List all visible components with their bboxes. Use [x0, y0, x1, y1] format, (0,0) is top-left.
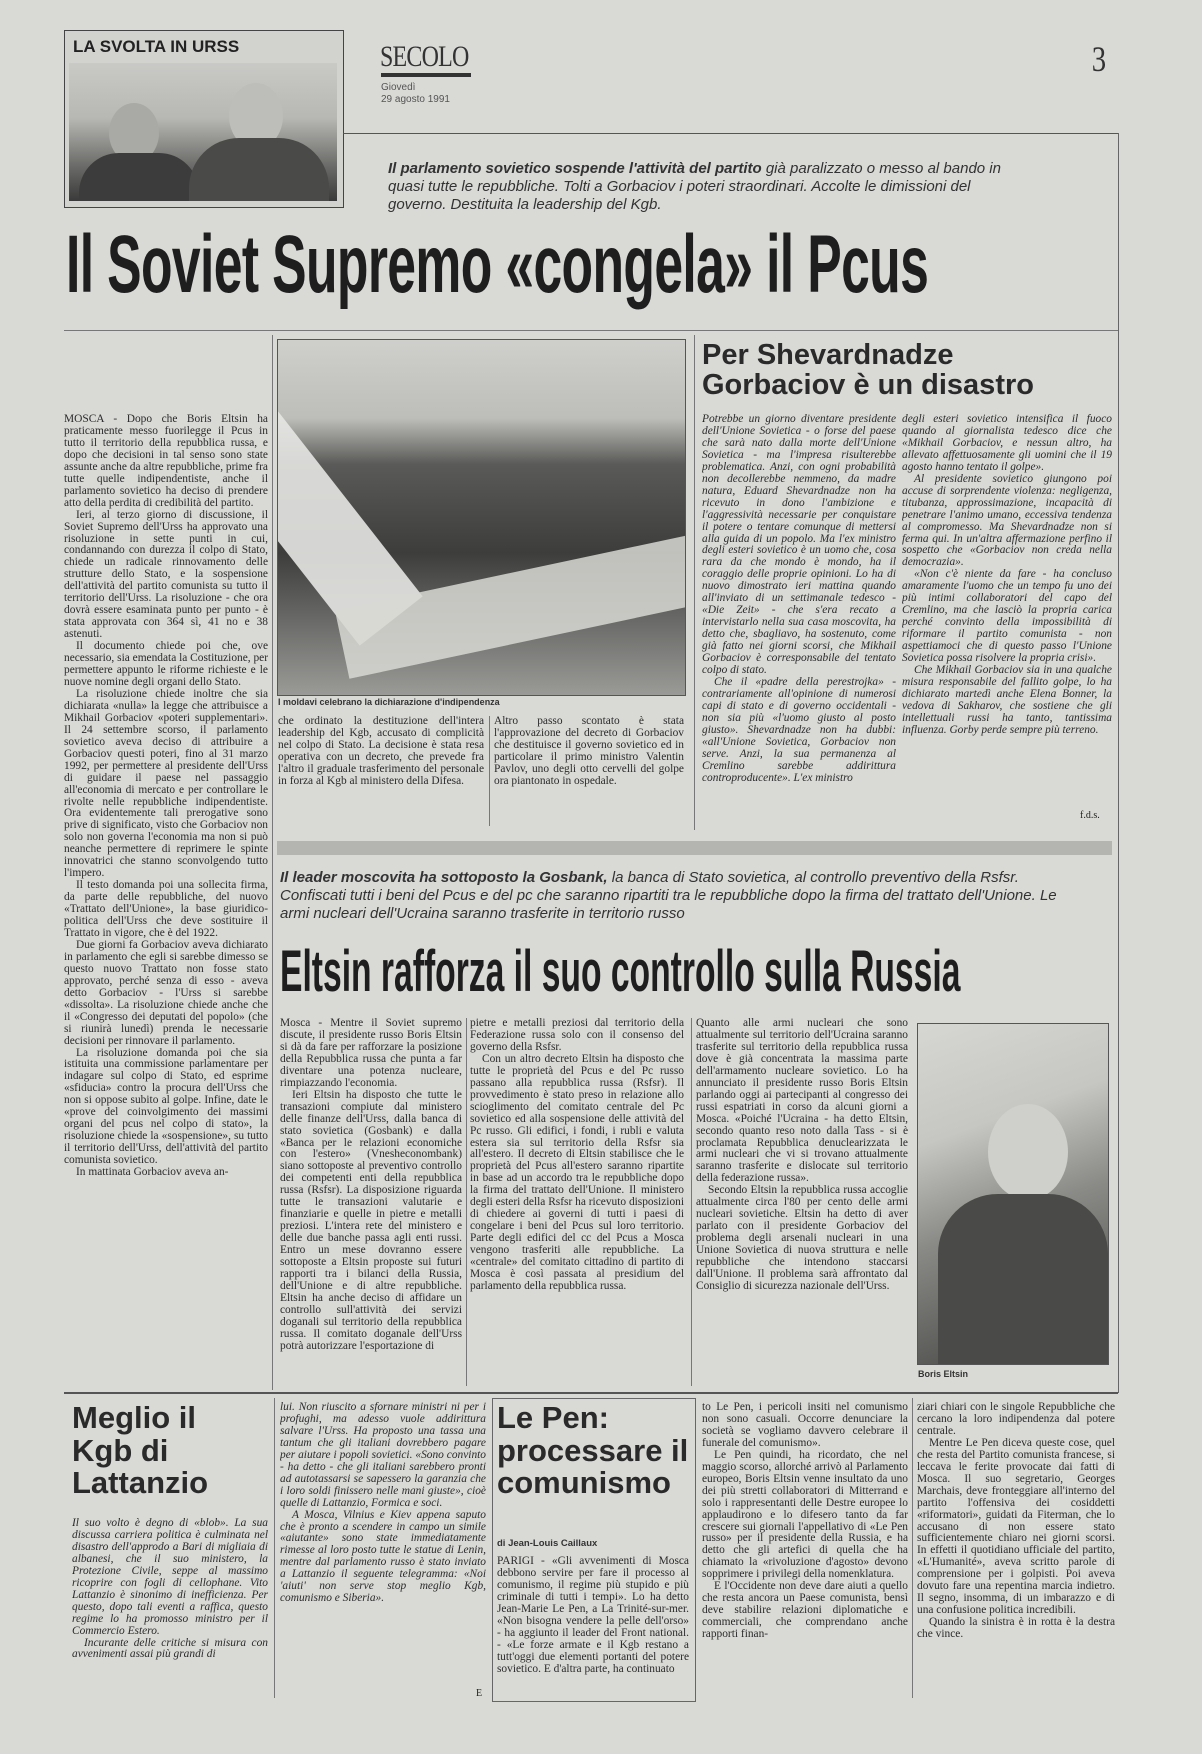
paragraph: A Mosca, Vilnius e Kiev appena saputo che è pronto a scendere in campo un simile «aiutante» sono state immediatamente rimesse al loro posto tutte le statue di Lenin, mentre dal parlamento russo è stato inviato a Lattanzio il seguente telegramma: «Noi 'aiuti' non serve stop meglio Kgb, comunismo e Siberia». [280, 1508, 486, 1605]
paragraph: Ieri, al terzo giorno di discussione, il Soviet Supremo dell'Urss ha approvato una risoluzione in sette punti in cui, condannando con durezza il colpo di Stato, chiede un radicale rinnovamento delle strutture dello Stato, e la sospensione dell'attività del partito comunista su tutto il territorio dell'Urss. La risoluzione - che ora dovrà essere esaminata punto per punto - è stata approvata con 364 sì, 41 no e 38 astenuti. [64, 508, 268, 641]
lepen-col-3 [917, 1402, 1115, 1700]
eltsin-deck-rest: la banca di Stato sovietica, al controllo preventivo della Rsfsr. Confiscati tutti i beni del Pcus e del pc che saranno ripartiti tra le repubbliche dopo la firma del trattato dell'Unione. Le armi nucleari dell'Ucraina saranno trasferite in territorio russo [280, 869, 1057, 922]
paragraph: Il testo domanda poi una sollecita firma, da parte delle repubbliche, del nuovo «Trattato dell'Unione», la base giuridico-politica dell'Urss che deve sostituire il Trattato in vigore, che è del 1922. [64, 879, 268, 939]
lead-deck [388, 160, 1028, 214]
paragraph: Secondo Eltsin la repubblica russa accoglie attualmente circa l'80 per cento delle armi nucleari sovietiche. Eltsin ha detto di aver parlato con il presidente Gorbaciov del problema degli arsenali nucleari in una Unione Sovietica di nuova struttura e nelle repubbliche che intendono staccarsi dall'Unione. Il problema sarà affrontato dal Consiglio di sicurezza nazionale dell'Urss. [696, 1184, 908, 1292]
column-rule [694, 335, 695, 830]
shevardnadze-headline: Per Shevardnadze Gorbaciov è un disastro [702, 339, 1034, 402]
paragraph: Mentre Le Pen diceva queste cose, quel che resta del Partito comunista francese, si leccava le ferite provocate dai fatti di Mosca. Il suo segretario, Georges Marchais, deve fronteggiare all'interno del partito l'offensiva dei cosiddetti «riformatori», guidati da Fiterman, che lo accusano di non essere stato sufficientemente chiaro nei giorni scorsi. In effetti il quotidiano ufficiale del partito, «L'Humanité», aveva scritto parole di comprensione per i golpisti. Poi aveva dovuto fare una repentina marcia indietro. Il segno, insomma, di un imbarazzo e di una confusione politica incredibili. [917, 1436, 1115, 1617]
paragraph: che ordinato la destituzione dell'intera leadership del Kgb, accusato di complicità nel colpo di Stato. La decisione è stata resa operativa con un decreto, che prevede fra l'altro il graduale trasferimento del personale in forza al Kgb al ministero della Difesa. [278, 716, 484, 787]
masthead-bar [381, 73, 471, 77]
eltsin-col-1 [280, 1018, 462, 1388]
issue-date: 29 agosto 1991 [381, 94, 450, 105]
frame-right [1118, 133, 1119, 1393]
lepen-col-1 [497, 1556, 689, 1696]
lead-photo-caption: I moldavi celebrano la dichiarazione d'indipendenza [278, 697, 500, 707]
column-rule [274, 1398, 275, 1698]
paragraph: Ieri Eltsin ha disposto che tutte le transazioni compiute dal ministero delle finanze dell'Urss, dalla banca di stato sovietica (Gosbank) e dalla «Banca per le relazioni economiche con l'estero» (Vnesheconombank) siano sottoposte al preventivo controllo dei competenti enti della repubblica russa (Rsfsr). La disposizione riguarda tutte le transazioni valutarie e finanziarie e quelle in pietre e metalli preziosi. L'intera rete del ministero e delle due banche passa agli enti russi. Entro un mese dovranno essere sottoposte a Eltsin proposte sui futuri rapporti tra i bilanci della Russia, dell'Unione e di altre repubbliche. Eltsin ha anche deciso di affidare un controllo sull'attività dei servizi doganali sul territorio della repubblica russa. Il comitato doganale dell'Urss potrà autorizzare l'esportazione di [280, 1088, 462, 1352]
masthead: SECOLO [380, 40, 469, 73]
paragraph: ziari chiari con le singole Repubbliche che cercano la loro indipendenza dal potere centrale. [917, 1402, 1115, 1437]
lattanzio-headline: Meglio il Kgb di Lattanzio [72, 1400, 209, 1501]
paragraph: Il suo volto è degno di «blob». La sua discussa carriera politica è culminata nel disastro dell'approdo a Bari di migliaia di albanesi, che il suo ministero, la Protezione Civile, seppe al massimo ricoprire con fogli di cellophane. Vito Lattanzio è sinonimo di inefficienza. Per questo, dopo tali eventi a raffica, questo regime lo ha promosso ministro per il Commercio Estero. [72, 1518, 268, 1637]
headline-rule [64, 330, 1118, 331]
lepen-headline: Le Pen: processare il comunismo [497, 1400, 689, 1501]
gorbaciov-eltsin-photo [69, 63, 337, 201]
paragraph: Che il «padre della perestrojka» - contrariamente all'opinione di numerosi capi di stato e di governo occidentali - non sia più «l'uomo giusto al posto giusto». Shevardnadze non ha dubbi: «all'Unione Sovietica, Gorbaciov non serve. Anzi, la sua permanenza al Cremlino sarebbe addirittura controproducente». L'ex ministro [702, 675, 896, 784]
eltsin-deck-bold: Il leader moscovita ha sottoposto la Gosbank, [280, 869, 608, 886]
paragraph: to Le Pen, i pericoli insiti nel comunismo non sono casuali. Occorre denunciare la società se vogliamo davvero celebrare il funerale del comunismo». [702, 1402, 908, 1449]
paragraph: Due giorni fa Gorbaciov aveva dichiarato in parlamento che egli si sarebbe dimesso se questo nuovo Trattato non fosse stato approvato, perché senza di esso - aveva detto Gorbaciov - l'Urss si sarebbe «dissolta». La risoluzione chiede anche che il «Congresso dei deputati del popolo» (che si riunirà lunedì) prenda le necessarie decisioni per rinnovare il parlamento. [64, 938, 268, 1047]
eltsin-headline: Eltsin rafforza il suo controllo sulla Russia [280, 939, 961, 1004]
paragraph: «Non c'è niente da fare - ha concluso amaramente l'uomo che un tempo fu uno dei più intimi collaboratori del capo del Cremlino, ma che lasciò la propria carica perché convinto della impossibilità di riformare il partito comunista - non aspettiamoci che di questo passo l'Unione Sovietica possa risolvere la propria crisi». [902, 568, 1112, 665]
moldova-independence-photo [277, 339, 686, 696]
lepen-col-2 [702, 1402, 908, 1700]
lattanzio-signature: E [476, 1688, 483, 1699]
paragraph: La risoluzione chiede inoltre che sia dichiarata «nulla» la legge che attribuisce a Mikhail Gorbaciov «poteri supplementari». Il 24 settembre scorso, il parlamento sovietico aveva deciso di attribuire a Gorbaciov questi poteri, fino al 31 marzo 1992, per permettere al presidente dell'Urss di guidare il paese nel passaggio all'economia di mercato e per controllare le rivolte nelle repubbliche indipendentiste. Ora evidentemente tali prerogative sono prive di significato, visto che Gorbaciov non solo non governa l'economia ma non si può neanche permettere di reprimere le spinte innovatrici che stanno sconvolgendo tutto l'impero. [64, 687, 268, 880]
paragraph: lui. Non riuscito a sfornare ministri ni per i profughi, ma adesso vuole addirittura salvare l'Urss. Ha proposto una tassa una tantum che gli italiani dovrebbero pagare per aiutare i popoli sovietici. «Sono convinto - ha detto - che gli italiani sarebbero pronti ad autotassarsi se sapessero la garanzia che i loro soldi finissero nelle mani giuste», cioè quelle di Lattanzio, Formica e soci. [280, 1402, 486, 1509]
paragraph: La risoluzione domanda poi che sia istituita una commissione parlamentare per indagare sul colpo di Stato, ed esprime «sfiducia» contro la procura dell'Urss che non si oppose subito al golpe. Infine, date le «prove del coinvolgimento dei massimi organi del pcus nel colpo di stato», la risoluzione chiede la «sospensione», su tutto il territorio dell'Urss, dell'attività del partito comunista sovietico. [64, 1046, 268, 1167]
eltsin-photo-caption: Boris Eltsin [918, 1369, 969, 1379]
lepen-byline: di Jean-Louis Caillaux [497, 1538, 598, 1549]
lattanzio-col-2 [280, 1402, 486, 1690]
section-title: LA SVOLTA IN URSS [73, 37, 240, 56]
column-rule [272, 335, 273, 1390]
paragraph: PARIGI - «Gli avvenimenti di Mosca debbono servire per fare il processo al comunismo, il regime più stupido e più criminale di tutti i tempi». Lo ha detto Jean-Marie Le Pen, a La Trinité-sur-mer. «Non bisogna vendere la pelle dell'orso» - ha aggiunto il leader del Front national. - «Le forze armate e il Kgb restano a tutt'oggi due elementi portanti del potere sovietico. E d'altra parte, ha continuato [497, 1556, 689, 1675]
lead-body-cont-1 [278, 716, 484, 828]
boris-eltsin-photo [917, 1023, 1109, 1365]
lead-body-column [64, 414, 268, 1389]
section-separator-bar [277, 841, 1112, 855]
paragraph: Con un altro decreto Eltsin ha disposto che tutte le proprietà del Pcus e del Pc russo passano alla repubblica russa (Rsfsr). Il provvedimento è stato preso in relazione allo scioglimento del comitato centrale del Pc sovietico ed alla sospensione delle attività del Pc russo. Gli edifici, i fondi, i rubli e valuta estera sia sul territorio della Rsfsr sia all'estero. Il decreto di Eltsin stabilisce che le proprietà del Pcus all'estero saranno ripartite in base ad un accordo tra le repubbliche dopo la firma del trattato dell'Unione. Il ministero degli esteri della Rsfsr ha ricevuto disposizioni di chiedere ai governi di tutti i paesi di congelare i beni del Pcus sul loro territorio. Parte degli edifici del cc del Pcus a Mosca vengono trasferiti alle repubbliche. La «centrale» del comitato cittadino di partito di Mosca è così passata al presidium del parlamento della repubblica russa. [470, 1052, 684, 1292]
eltsin-col-3 [696, 1018, 908, 1380]
paragraph: Le Pen quindi, ha ricordato, che nel maggio scorso, allorché arrivò al Parlamento europeo, Boris Eltsin venne insultato da uno dei più stretti collaboratori di Mitterrand e solo i rappresentanti delle Destre europee lo applaudirono e lo difesero tanto da far crescere sui giornali l'appellativo di «Le Pen russo» per il presidente della Russia, e ha detto che gli artefici di quella che ha chiamato la «rivoluzione d'agosto» devono sopprimere i privilegi della nomenklatura. [702, 1448, 908, 1581]
issue-weekday: Giovedì [381, 82, 416, 93]
paragraph: Che Mikhail Gorbaciov sia in una qualche misura responsabile del fallito golpe, lo ha dichiarato martedì anche Elena Bonner, la vedova di Sakharov, che sostiene che gli intellettuali russi ha tanto, tantissima influenza. Gorby perde sempre più terreno. [902, 664, 1112, 736]
lead-deck-bold: Il parlamento sovietico sospende l'attività del partito [388, 160, 762, 177]
lead-headline: Il Soviet Supremo «congela» il Pcus [66, 219, 929, 310]
section-header-box [64, 30, 344, 208]
paragraph: Quando la sinistra è in rotta è la destra che vince. [917, 1616, 1115, 1641]
paragraph: Incurante delle critiche si misura con avvenimenti assai più grandi di [72, 1636, 268, 1661]
paragraph: Il documento chiede poi che, ove necessario, sia emendata la Costituzione, per permettere appunto le riforme richieste e le nuove nomine degli organi dello Stato. [64, 640, 268, 688]
paragraph: Altro passo scontato è stata l'approvazione del decreto di Gorbaciov che destituisce il governo sovietico ed in particolare il primo ministro Valentin Pavlov, uno degli otto cervelli del golpe ora piantonato in ospedale. [494, 716, 684, 787]
paragraph: In mattinata Gorbaciov aveva an- [76, 1166, 229, 1179]
paragraph: Mosca - Mentre il Soviet supremo discute, il presidente russo Boris Eltsin si dà da fare per rafforzare la posizione della Repubblica russa che punta a far diventare una potenza nucleare, rimpiazzando l'economia. [280, 1018, 462, 1089]
bottom-band-rule [64, 1392, 1118, 1394]
paragraph: MOSCA - Dopo che Boris Eltsin ha praticamente messo fuorilegge il Pcus in tutto il territorio della repubblica russa, e dopo che decisioni in tal senso sono state assunte anche da altre repubbliche, prime fra tutte quelle indipendentiste, anche il parlamento sovietico ha deciso di prendere atto della perdita di credibilità del partito. [64, 414, 268, 509]
shevardnadze-signature: f.d.s. [1080, 810, 1100, 821]
eltsin-col-2 [470, 1018, 684, 1378]
column-rule [466, 1018, 467, 1386]
paragraph: E l'Occidente non deve dare aiuti a quello che resta ancora un Paese comunista, bensì deve stabilire relazioni diplomatiche e commerciali, che comprendano anche rapporti finan- [702, 1580, 908, 1641]
column-rule [912, 1398, 913, 1698]
column-rule [489, 716, 490, 826]
paragraph: Quanto alle armi nucleari che sono attualmente sul territorio dell'Ucraina saranno trasferite sul territorio della repubblica russa dove è già concentrata la massima parte dell'armamento nucleare sovietico. Lo ha annunciato il presidente russo Boris Eltsin parlando oggi ai partecipanti al congresso dei russi espatriati in corso da alcuni giorni a Mosca. «Poiché l'Ucraina - ha detto Eltsin, secondo quanto reso noto dalla Tass - si è proclamata Repubblica denuclearizzata le armi nucleari che vi si trovano attualmente saranno trasferite e dislocate sul territorio della federazione russa». [696, 1018, 908, 1185]
shevardnadze-col-2 [902, 414, 1112, 810]
eltsin-deck [280, 869, 1080, 923]
header-rule [343, 133, 1118, 134]
paragraph: degli esteri sovietico intensifica il fuoco quando al giornalista tedesco dice che «Mikhail Gorbaciov, e nessun altro, ha allevato affettuosamente gli uomini che il 19 agosto hanno tentato il golpe». [902, 414, 1112, 473]
page-number: 3 [1091, 39, 1107, 79]
lead-body-cont-2 [494, 716, 684, 828]
column-rule [691, 1018, 692, 1386]
lattanzio-col-1 [72, 1518, 268, 1702]
paragraph: Al presidente sovietico giungono poi accuse di sorprendente violenza: negligenza, titubanza, approssimazione, incapacità di penetrare l'animo umano, eccessiva tendenza al compromesso. Ma Shevardnadze non si ferma qui. In un'altra affermazione perfino il sospetto che «Gorbaciov non creda nella democrazia». [902, 472, 1112, 569]
lead-deck-rest: già paralizzato o messo al bando in quasi tutte le repubbliche. Tolti a Gorbaciov i poteri straordinari. Accolte le dimissioni del governo. Destituita la leadership del Kgb. [388, 160, 1001, 213]
paragraph: Potrebbe un giorno diventare presidente dell'Unione Sovietica - o forse del paese che sarà nato dalla morte dell'Unione Sovietica - ma l'impresa risulterebbe problematica. Anzi, con ogni probabilità non decollerebbe nemmeno, da madre natura, Eduard Shevardnadze non ha ricevuto in dono l'ambizione e l'aggressività necessarie per conquistare il potere o tentare comunque di mettersi alla guida di un popolo. Ma l'ex ministro degli esteri sovietico è un uomo che, cosa rara da che mondo è mondo, ha il coraggio delle proprie opinioni. Lo ha di nuovo dimostrato ieri mattina quando all'inviato di un settimanale tedesco - «Die Zeit» - che s'era recato a intervistarlo nella sua casa moscovita, ha detto che, sbagliavo, ha sostenuto, come già fatto nei giorni scorsi, che Mikhail Gorbaciov è corresponsabile del tentato colpo di stato. [702, 414, 896, 677]
paragraph: pietre e metalli preziosi dal territorio della Federazione russa solo con il consenso del governo della Rsfsr. [470, 1018, 684, 1053]
shevardnadze-col-1 [702, 414, 896, 824]
